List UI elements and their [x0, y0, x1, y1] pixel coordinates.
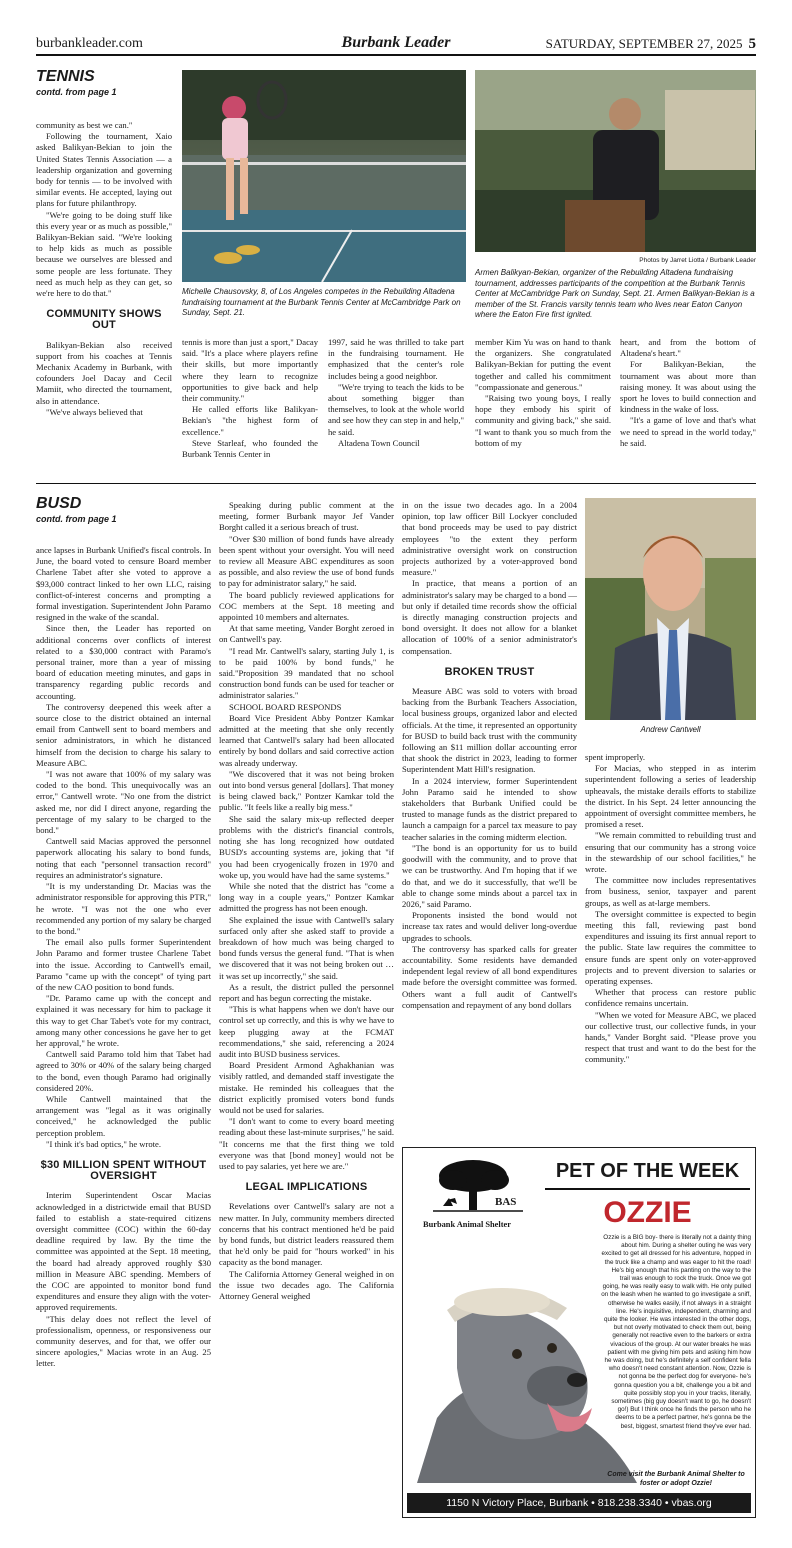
paragraph: community as best we can." — [36, 120, 133, 130]
paragraph: She explained the issue with Cantwell's salary surfaced only after she asked staff to provide a breakdown of how much was being charged to bond funds versus the general fund. "That is when we discovered that it was not being broken out … it was set up incorrectly," she said. — [219, 914, 394, 981]
paragraph: At that same meeting, Vander Borght zeroed in on Cantwell's pay. — [219, 623, 394, 645]
paragraph: ance lapses in Burbank Unified's fiscal controls. In June, the board voted to censure Board member Charlene Tabet after she voted to approve a $93,000 contract linked to her own LLC, raising conflict-of-interest concerns and prompting a formal investigation. Superintendent John Paramo resigned in the wake of the scandal. — [36, 545, 211, 623]
tennis-col-1 — [36, 120, 172, 418]
paragraph: heart, and from the bottom of Altadena's heart." — [620, 337, 756, 359]
paragraph: Interim Superintendent Oscar Macias acknowledged in a districtwide email that BUSD failed to establish a state-required citizens oversight committee (COC) within the 60-day deadline required by law. By the time the committee was appointed at the Sept. 18 meeting, the board had already approved roughly $30 million in Measure ABC spending. Members of the COC are appointed to monitor bond fund expenditures and ensure they align with the voter-approved requirements. — [36, 1190, 211, 1313]
paragraph: spent improperly. — [585, 752, 646, 762]
pet-cta: Come visit the Burbank Animal Shelter to foster or adopt Ozzie! — [607, 1471, 745, 1487]
paragraph: "I don't want to come to every board meeting reading about these last-minute surprises," he said. "It concerns me that the first thing we told everyone was that [bond money] would not be used to pay salaries, yet here we are." — [219, 1116, 394, 1171]
paragraph: "I was not aware that 100% of my salary was coded to the bond. This unequivocally was an error," Cantwell wrote. "No one from the district asked me, nor did I direct anyone, regarding the percentage of my salary to be charged to the bond." — [36, 769, 211, 836]
paragraph: She said the salary mix-up reflected deeper problems with the district's financial controls, noting she has long recognized how outdated BUSD's accounting systems are, joking that "if you had been cryogenically frozen in 1970 and woke up, you would have had the same systems." — [219, 813, 394, 880]
tennis-contd: contd. from page 1 — [36, 87, 117, 97]
pet-name: OZZIE — [603, 1196, 692, 1229]
subhead-legal: LEGAL IMPLICATIONS — [245, 1181, 368, 1194]
subhead-broken-trust: BROKEN TRUST — [444, 665, 535, 678]
tennis-col-5 — [620, 337, 756, 449]
paragraph: Cantwell said Paramo told him that Tabet had agreed to 30% or 40% of the salary being charged to the bond, even though Paramo had originally considered 20%. — [36, 1049, 211, 1093]
paragraph: tennis is more than just a sport," Dacay said. "It's a place where players refine their skills, but more importantly where they learn to recognize opportunities to give back and help their community." — [182, 337, 318, 404]
paragraph: Proponents insisted the bond would not increase tax rates and would deliver long-overdue upgrades to schools. — [402, 910, 577, 943]
paragraph: While she noted that the district has "come a long way in a couple years," Pontzer Kamkar admitted the progress has not been enough. — [219, 880, 394, 914]
paragraph: "We remain committed to rebuilding trust and ensuring that our community has a strong voice in the stewardship of our school facilities," he wrote. — [585, 830, 756, 875]
photo-speaker — [475, 70, 756, 252]
pet-footer[interactable]: 1150 N Victory Place, Burbank • 818.238.3340 • vbas.org — [407, 1493, 751, 1513]
paragraph: SCHOOL BOARD RESPONDS — [229, 701, 342, 712]
paragraph: "Raising two young boys, I really hope they embody his spirit of community and giving back," she said. "I want to thank you so much from the bottom of my — [475, 393, 611, 448]
paragraph: "It's a game of love and that's what we need to spread in the world today," he said. — [620, 415, 756, 448]
speaker-image — [475, 70, 756, 252]
paragraph: "Dr. Paramo came up with the concept and explained it was necessary for him to package it this way to get Char Tabet's vote for my contract, among many other concessions he gave her to get her approval," he wrote. — [36, 993, 211, 1048]
paragraph: Board President Armond Aghakhanian was visibly rattled, and demanded staff investigate the mistake. He reminded his colleagues that the district explicitly promised voters bond funds would not be used for salaries. — [219, 1060, 394, 1115]
paragraph: "We discovered that it was not being broken out into bond versus general [dollars]. That money is being clawed back," Pontzer Kamkar told the public. "It feels like a really big mess." — [219, 768, 394, 813]
paragraph: While Cantwell maintained that the arrangement was "legal as it was originally conceived," he acknowledged the public perception problem. — [36, 1093, 211, 1138]
busd-col-2 — [219, 500, 394, 1302]
paragraph: in on the issue two decades ago. In a 2004 opinion, top law officer Bill Lockyer concluded that bond proceeds may be used to pay district employees "to the extent they perform administrative oversight work on construction projects authorized by a voter-approved bond measure." — [402, 500, 577, 578]
pet-title-rule — [545, 1188, 750, 1190]
paragraph: Steve Starleaf, who founded the Burbank Tennis Center in — [182, 437, 318, 460]
paragraph: "This delay does not reflect the level of professionalism, openness, or responsiveness our community deserves, and for that, we offer our sincere apologies," Macias wrote in an Aug. 25 letter. — [36, 1313, 211, 1369]
paragraph: For Macias, who stepped in as interim superintendent following a series of leadership upheavals, the mistake derails efforts to stabilize the district. In his Sept. 24 letter announcing the appointment of oversight committee members, he promised a reset. — [585, 763, 756, 830]
cantwell-caption: Andrew Cantwell — [640, 725, 701, 734]
tennis-court-image — [182, 70, 466, 282]
paragraph: "We've always believed that — [46, 406, 143, 417]
paragraph: For Balikyan-Bekian, the tournament was about more than raising money. It was about using the sport he loves to build connection and kindness in the wake of loss. — [620, 359, 756, 415]
caption-speaker: Armen Balikyan-Bekian, organizer of the Rebuilding Altadena fundraising tournament, addresses participants of the competition at the Burbank Tennis Center at McCambridge Park on Sunday, Sept. 21. Armen Balikyan-Bekian is a member of the St. Francis varsity tennis team who lives near Eaton Canyon where the Eaton Fire first ignited. — [475, 268, 755, 319]
paragraph: The controversy has sparked calls for greater accountability. Some residents have demanded independent legal review of all bond expenditures made before the oversight committee was formed. Others want a full audit of Cantwell's compensation and repayment of any bond dollars — [402, 943, 577, 1010]
paragraph: "When we voted for Measure ABC, we placed our collective trust, our collective funds, in your hands," Vander Borght said. "Please prove you respect that trust and want to do the best for the community." — [585, 1009, 756, 1065]
portrait-image — [585, 498, 756, 720]
pet-title: PET OF THE WEEK — [555, 1160, 740, 1182]
paragraph: Altadena Town Council — [338, 437, 420, 448]
paragraph: The committee now includes representatives from business, senior, taxpayer and parent groups, as well as at-large members. — [585, 875, 756, 908]
tennis-kicker: TENNIS — [36, 68, 95, 85]
date: SATURDAY, SEPTEMBER 27, 2025 — [545, 36, 743, 51]
photo-girl-tennis — [182, 70, 466, 282]
dateline — [546, 36, 756, 53]
paragraph: In practice, that means a portion of an administrator's salary may be charged to a bond — but only if detailed time records show the official is directly managing construction projects and bond oversight. It does not allow for a blanket allocation of 100% of a senior administrator's compensation. — [402, 578, 577, 656]
paragraph: 1997, said he was thrilled to take part in the fundraising tournament. He emphasized that the center's role includes being a good neighbor. — [328, 337, 464, 381]
subhead-30-million: $30 MILLION SPENT WITHOUT OVERSIGHT — [40, 1158, 207, 1183]
paragraph: Cantwell said Macias approved the personnel paperwork allocating his salary to bond funds, noting that each "personnel transaction record" requires an administrator's signature. — [36, 836, 211, 880]
caption-girl: Michelle Chausovsky, 8, of Los Angeles competes in the Rebuilding Altadena fundraising tournament at the Burbank Tennis Center at McCambridge Park on Sunday, Sept. 21. — [182, 287, 461, 317]
paragraph: "Over $30 million of bond funds have already been spent without your oversight. You will need to review all Measure ABC expenditures as soon as possible, and also review the use of bond funds to pay for administrator salary," he said. — [219, 533, 394, 589]
paragraph: Since then, the Leader has reported on additional concerns over conflicts of interest related to a $30,000 contract with Paramo's personal trainer, more than a year of missing board of education meeting minutes, and gaps in transparency regarding public records and accounting. — [36, 623, 211, 701]
shelter-initials: BAS — [495, 1196, 517, 1208]
busd-col-4 — [585, 752, 756, 1066]
paragraph: Speaking during public comment at the meeting, former Burbank mayor Jef Vander Borght called it a serious breach of trust. — [219, 500, 394, 533]
header-rule — [36, 54, 756, 56]
paragraph: The board publicly reviewed applications for COC members at the Sept. 18 meeting and appointed 10 members and alternates. — [219, 589, 394, 623]
paragraph: Following the tournament, Xaio asked Balikyan-Bekian to join the United States Tennis Association — a leadership organization and governing body for tennis — to be involved with similar events. He accepted, laying out plans for future philanthropy. — [36, 131, 172, 209]
paragraph: He called efforts like Balikyan-Bekian's "the highest form of excellence." — [182, 404, 318, 437]
shelter-name: Burbank Animal Shelter — [423, 1220, 511, 1229]
paragraph: "This is what happens when we don't have our control set up correctly, and this is why we have to keep plugging away at the FCMAT recommendations," she said, referencing a 2024 audit into BUSD business services. — [219, 1004, 394, 1059]
paragraph: "The bond is an opportunity for us to build goodwill with the community, and to prove that we can be trustworthy. And I'm hoping that if we do that, and we do it successfully, that we'll be able to change some minds about a parcel tax in 2026," said Paramo. — [402, 842, 577, 909]
photo-credit: Photos by Jarret Liotta / Burbank Leader — [639, 257, 756, 264]
paragraph: As a result, the district pulled the personnel report and has begun correcting the mistake. — [219, 981, 394, 1003]
tennis-col-4 — [475, 337, 611, 449]
paragraph: "We're trying to teach the kids to be about something bigger than themselves, to look at the whole world and see how they can step in and help," he said. — [328, 381, 464, 437]
paragraph: Whether that process can restore public confidence remains uncertain. — [585, 987, 756, 1009]
paragraph: "It is my understanding Dr. Macias was the administrator responsible for approving this PTR," he wrote. "I was not the one who ever recommended any portion of my salary be charged to the bond." — [36, 881, 211, 936]
paragraph: The California Attorney General weighed in on the issue two decades ago. The California Attorney General weighed — [219, 1268, 394, 1302]
paragraph: "I think it's bad optics," he wrote. — [46, 1138, 162, 1149]
paragraph: The email also pulls former Superintendent John Paramo and former trustee Charlene Tabet into the issue. According to Cantwell's email, Paramo "came up with the concept" of tying part of the new CAO position to bond funds. — [36, 937, 211, 992]
paragraph: In a 2024 interview, former Superintendent John Paramo said he intended to show stakeholders that Burbank Unified could be trusted to manage funds as the district prepared to launch a campaign for a parcel tax measure to pay teacher salaries in the coming midterm election. — [402, 775, 577, 842]
subhead-community: COMMUNITY SHOWS OUT — [46, 308, 162, 332]
paragraph: Balikyan-Bekian also received support from his coaches at Tennis Mechanix Academy in Burbank, with cofounders Joel Dacay and Cecil Mamiit, who directed the tournament, also in attendance. — [36, 339, 172, 406]
page-number: 5 — [748, 36, 756, 52]
tree-logo-icon — [423, 1156, 533, 1216]
tennis-col-2 — [182, 337, 318, 460]
paragraph: Revelations over Cantwell's salary are not a new matter. In July, community members directed concerns that his contract mentioned he'd be paid by bond funds, but district leaders reassured them that he'd only be paid for "hours worked" in his capacity as the bond manager. — [219, 1201, 394, 1268]
busd-col-3 — [402, 500, 577, 1011]
shelter-logo — [423, 1156, 533, 1229]
busd-col-1 — [36, 545, 211, 1370]
busd-contd: contd. from page 1 — [36, 514, 117, 524]
photo-cantwell — [585, 498, 756, 720]
site-url[interactable]: burbankleader.com — [36, 36, 143, 51]
busd-kicker: BUSD — [36, 495, 82, 512]
pet-of-week-ad — [402, 1147, 756, 1518]
paragraph: "I read Mr. Cantwell's salary, starting July 1, is to be paid 100% by bond funds," he said."Proposition 39 mandated that no school construction bond funds can be used for teacher or administrator salaries." — [219, 645, 394, 701]
paragraph: "We're going to be doing stuff like this every year or as much as possible," Balikyan-Bekian said. "We're looking to help kids as much as possible because we ourselves are blessed and some people are less fortunate. They need as much help as they can get, so we're here to do that." — [36, 209, 172, 299]
paragraph: Measure ABC was sold to voters with broad backing from the Burbank Teachers Association, local business groups, organized labor and elected officials. At the time, it represented an opportunity for BUSD to build back trust with the community following an $11 million dollar accounting error that shook the district in 2023, leading to former Superintendent Matt Hill's resignation. — [402, 686, 577, 775]
paragraph: member Kim Yu was on hand to thank the organizers. She congratulated Balikyan-Bekian for putting the event together and called his commitment "compassionate and generous." — [475, 337, 611, 392]
masthead: Burbank Leader — [341, 34, 451, 51]
section-rule — [36, 483, 756, 484]
paragraph: The controversy deepened this week after a source close to the district obtained an internal email from Cantwell sent to board members and senior administrators, in which he distanced himself from the decision to charge his salary to Measure ABC. — [36, 701, 211, 768]
paragraph: The oversight committee is expected to begin meeting this fall, reviewing past bond expenditures and issuing its first annual report to the public. State law requires the committee to ensure funds are spent only on voter-approved projects and to prevent diversion to salaries or operating expenses. — [585, 908, 756, 987]
pet-blurb: Ozzie is a BIG boy- there is literally not a dainty thing about him. During a shelter outing he was very excited to get all dressed for his adventure, hopped in the truck like a champ and was eager to hit the road! He's big enough that his panting on the way to the trail was enough to rock the truck. Once we got going, he was really easy to walk with. He only pulled on the leash when he wanted to go investigate a sniff, otherwise he walks easily, if not always in a straight line. He's inquisitive, independent, charming and quite the looker. He was interested in the other dogs, but not overly motivated to check them out, being generally not reactive even to the barkers or extra vivacious of the group. At our water breaks he was patient with me giving him pets and asking him how he was doing, but he's definitely a self confident fella who doesn't need constant attention. Now, Ozzie is not gonna be the perfect dog for everyone- he's gonna question you a bit, challenge you a bit and quite possibly stop you in your tracks, literally, sometimes (big guy doesn't want to go, he doesn't go!) But I think once he finds the person who he deems to be a perfect partner, he's gonna be the best, biggest, smartest friend they've ever had. — [601, 1234, 751, 1430]
paragraph: Board Vice President Abby Pontzer Kamkar admitted at the meeting that she only recently learned that Cantwell's salary had been allocated entirely by bond dollars and said corrective action was already underway. — [219, 712, 394, 768]
tennis-col-3 — [328, 337, 464, 449]
